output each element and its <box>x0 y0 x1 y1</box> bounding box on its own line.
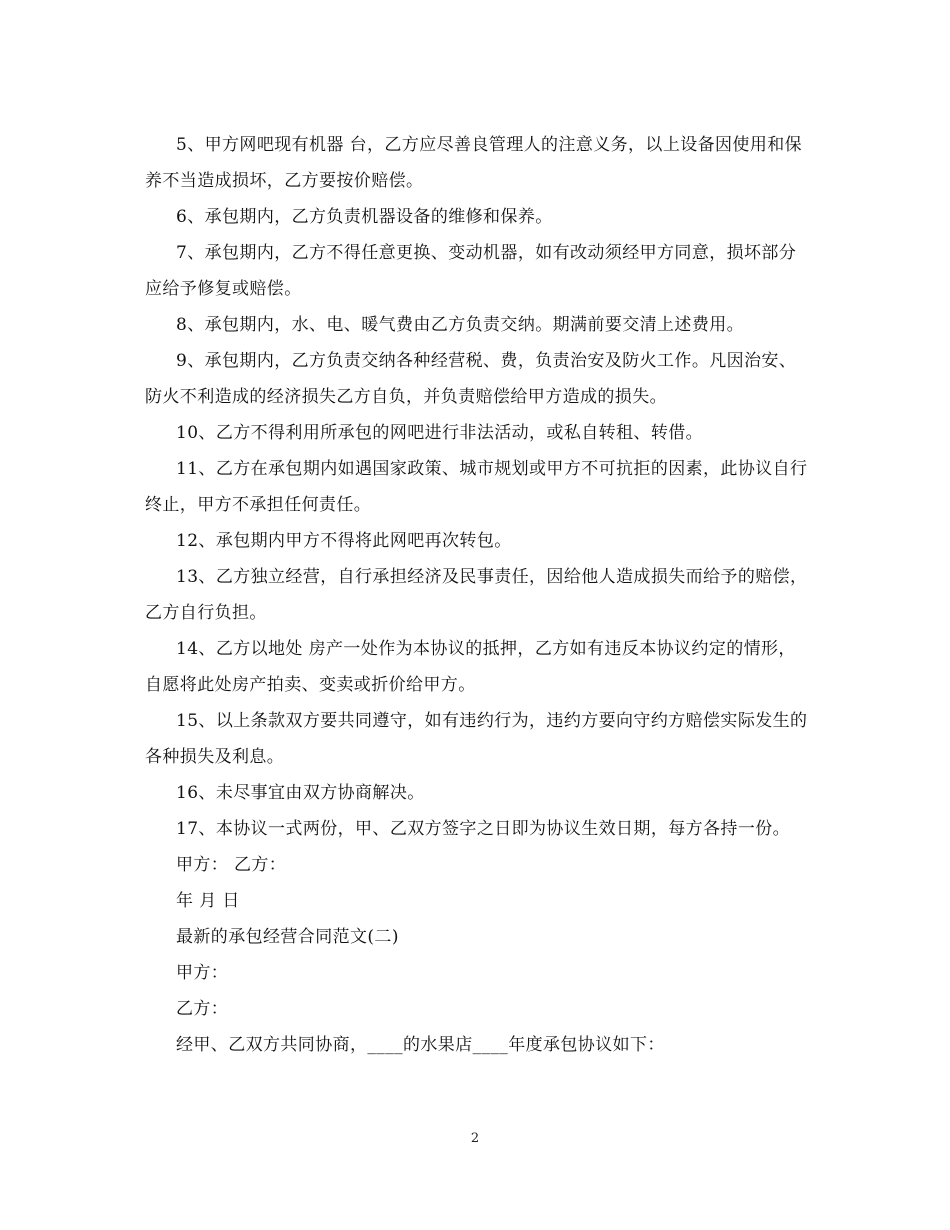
clause-8: 8、承包期内，水、电、暖气费由乙方负责交纳。期满前要交清上述费用。 <box>176 315 745 335</box>
page-number: 2 <box>470 1131 480 1146</box>
clause-15: 15、以上条款双方要共同遵守，如有违约行为，违约方要向守约方赔偿实际发生的各种损失及利息。 <box>145 711 808 767</box>
signature-date-line: 年 月 日 <box>176 891 240 911</box>
document-body <box>145 127 810 1063</box>
clause-17: 17、本协议一式两份，甲、乙双方签字之日即为协议生效日期，每方各持一份。 <box>176 819 791 839</box>
clause-5: 5、甲方网吧现有机器 台，乙方应尽善良管理人的注意义务，以上设备因使用和保养不当造成损坏，乙方要按价赔偿。 <box>145 135 803 191</box>
party-a-line: 甲方： <box>176 963 229 983</box>
agreement-intro: 经甲、乙双方共同协商，____的水果店____年度承包协议如下： <box>176 1035 665 1055</box>
clause-11: 11、乙方在承包期内如遇国家政策、城市规划或甲方不可抗拒的因素，此协议自行终止，甲方不承担任何责任。 <box>145 459 808 515</box>
party-b-line: 乙方： <box>176 999 229 1019</box>
clause-14: 14、乙方以地处 房产一处作为本协议的抵押，乙方如有违反本协议约定的情形，自愿将此处房产拍卖、变卖或折价给甲方。 <box>145 639 796 695</box>
clause-9: 9、承包期内，乙方负责交纳各种经营税、费，负责治安及防火工作。凡因治安、防火不利造成的经济损失乙方自负，并负责赔偿给甲方造成的损失。 <box>145 351 797 407</box>
clause-7: 7、承包期内，乙方不得任意更换、变动机器，如有改动须经甲方同意，损坏部分应给予修复或赔偿。 <box>145 243 797 299</box>
clause-10: 10、乙方不得利用所承包的网吧进行非法活动，或私自转租、转借。 <box>176 423 704 443</box>
section-heading: 最新的承包经营合同范文(二) <box>176 927 399 947</box>
clause-6: 6、承包期内，乙方负责机器设备的维修和保养。 <box>176 207 553 227</box>
signature-parties-line: 甲方： 乙方： <box>176 855 287 875</box>
clause-12: 12、承包期内甲方不得将此网吧再次转包。 <box>176 531 512 551</box>
clause-16: 16、未尽事宜由双方协商解决。 <box>176 783 425 803</box>
clause-13: 13、乙方独立经营，自行承担经济及民事责任，因给他人造成损失而给予的赔偿，乙方自行负担。 <box>145 567 808 623</box>
